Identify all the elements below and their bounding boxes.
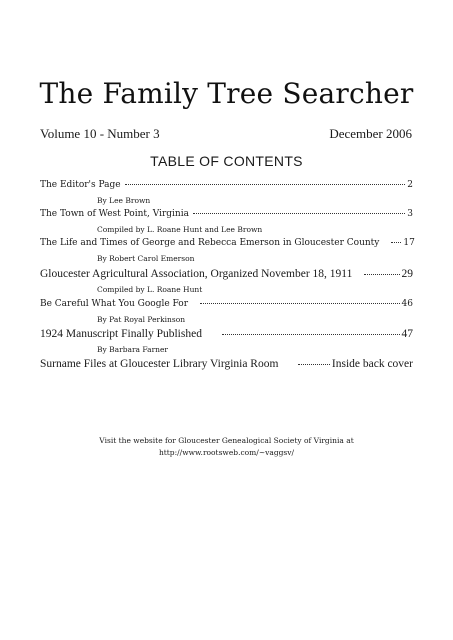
- toc-entry: [40, 267, 413, 297]
- toc-entry-page: Inside back cover: [331, 358, 413, 370]
- toc-entry-byline: By Lee Brown: [97, 196, 151, 205]
- dot-leader: [125, 184, 406, 185]
- toc-entry-title: Be Careful What You Google For: [40, 299, 188, 309]
- dot-leader: [298, 364, 329, 365]
- toc-entry-line: [40, 178, 413, 192]
- toc-heading: TABLE OF CONTENTS: [150, 153, 303, 169]
- dot-leader: [364, 274, 399, 275]
- volume-number: Volume 10 - Number 3: [40, 126, 160, 141]
- toc-entry-title: Gloucester Agricultural Association, Organized November 18, 1911: [40, 268, 353, 280]
- toc-entry-page: 3: [407, 209, 413, 219]
- toc-entry-page: 17: [403, 238, 415, 248]
- toc-entry: [40, 357, 413, 377]
- toc-entry-line: [40, 327, 413, 341]
- toc-entry-title: 1924 Manuscript Finally Published: [40, 328, 202, 340]
- toc-entry-line: [40, 267, 413, 281]
- table-of-contents: [40, 178, 413, 377]
- toc-entry-page: 2: [407, 180, 413, 190]
- toc-entry-byline: Compiled by L. Roane Hunt and Lee Brown: [97, 225, 263, 234]
- toc-entry-byline: Compiled by L. Roane Hunt: [97, 285, 203, 294]
- toc-entry-byline: By Robert Carol Emerson: [97, 254, 195, 263]
- toc-entry-title: The Life and Times of George and Rebecca Emerson in Gloucester County: [40, 238, 380, 248]
- toc-entry-page: 29: [401, 268, 413, 280]
- toc-entry: [40, 327, 413, 357]
- toc-entry-title: Surname Files at Gloucester Library Virginia Room: [40, 358, 279, 370]
- toc-entry-title: The Editor's Page: [40, 180, 121, 190]
- toc-entry-byline: By Pat Royal Perkinson: [97, 315, 186, 324]
- toc-entry: [40, 236, 413, 267]
- toc-entry-title: The Town of West Point, Virginia: [40, 209, 189, 219]
- dot-leader: [222, 334, 400, 335]
- toc-entry-page: 47: [401, 328, 413, 340]
- toc-entry-line: [40, 236, 413, 250]
- toc-entry-line: [40, 297, 413, 311]
- toc-entry: [40, 297, 413, 327]
- footer-note: [0, 435, 453, 459]
- toc-entry: [40, 207, 413, 236]
- dot-leader: [200, 303, 400, 304]
- newsletter-title: The Family Tree Searcher: [39, 77, 414, 110]
- website-link[interactable]: http://www.rootsweb.com/~vaggsv/: [158, 448, 295, 457]
- dot-leader: [391, 242, 401, 243]
- toc-entry-line: [40, 207, 413, 221]
- toc-entry: [40, 178, 413, 207]
- toc-entry-line: [40, 357, 413, 371]
- toc-entry-byline: By Barbara Farner: [97, 345, 169, 354]
- dot-leader: [193, 213, 405, 214]
- issue-date: December 2006: [329, 126, 412, 141]
- toc-entry-page: 46: [401, 299, 413, 309]
- footer-text: Visit the website for Gloucester Genealogical Society of Virginia at: [99, 436, 354, 445]
